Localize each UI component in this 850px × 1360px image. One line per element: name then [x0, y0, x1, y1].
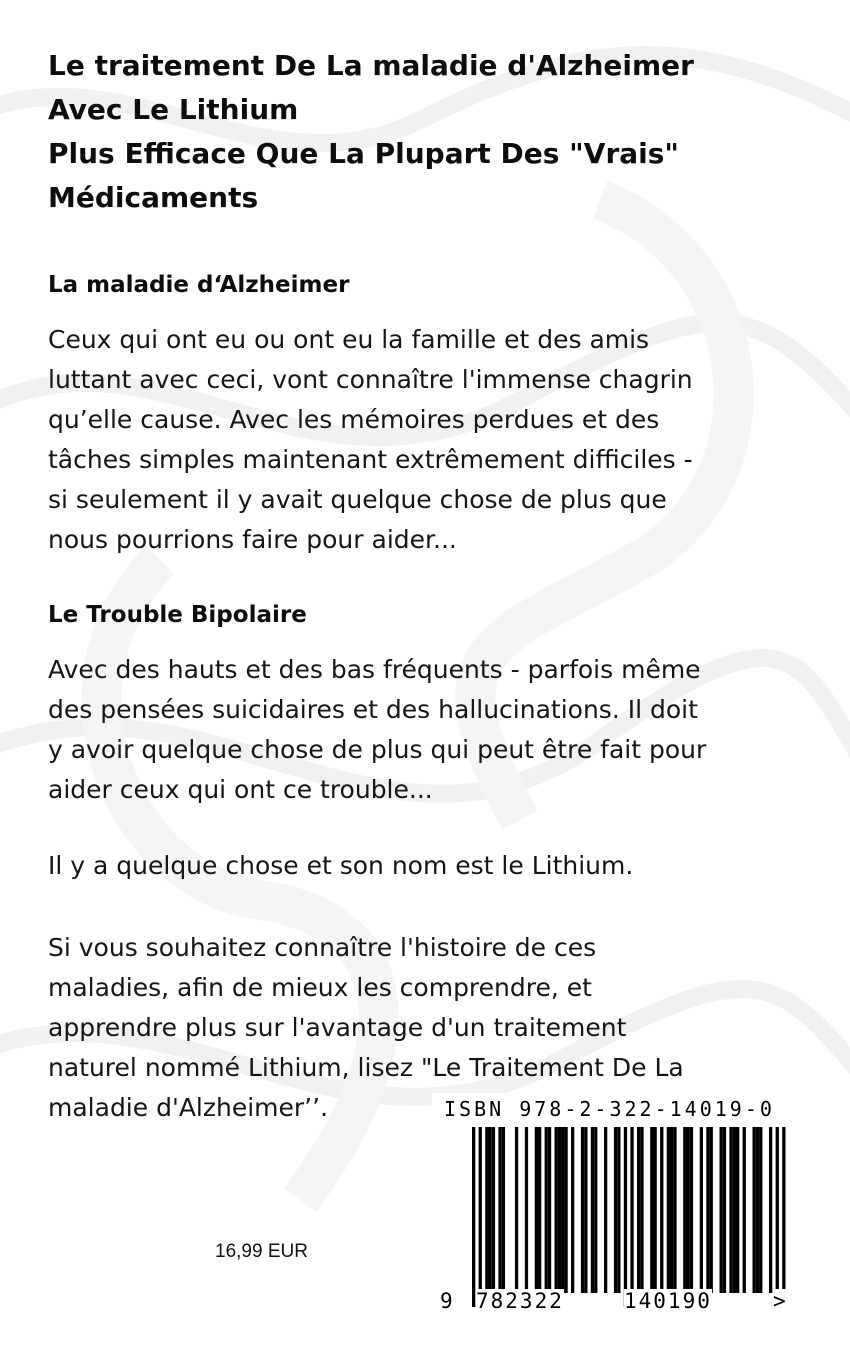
barcode-bar	[564, 1127, 567, 1293]
back-cover-text	[48, 44, 808, 1128]
barcode-bar	[614, 1127, 617, 1293]
barcode-bar	[710, 1127, 713, 1293]
barcode-bar	[769, 1127, 772, 1293]
text-line: maladies, afin de mieux les comprendre, et	[48, 973, 592, 1002]
barcode-bar	[687, 1127, 690, 1293]
barcode-first-digit: 9	[440, 1289, 455, 1313]
barcode-bar	[515, 1127, 518, 1293]
barcode-guard-bar	[782, 1127, 785, 1307]
barcode-bar	[617, 1127, 620, 1293]
barcode-bar	[548, 1127, 551, 1293]
barcode-bar	[756, 1127, 759, 1293]
barcode-bar	[743, 1127, 746, 1293]
barcode-bar	[654, 1127, 657, 1293]
barcode-bar	[637, 1127, 640, 1293]
section-heading-bipolar: Le Trouble Bipolaire	[48, 602, 307, 628]
barcode-bar	[535, 1127, 538, 1293]
barcode-bar	[729, 1127, 732, 1293]
barcode-bar	[571, 1127, 574, 1293]
barcode-bar	[489, 1127, 492, 1293]
text-line: tâches simples maintenant extrêmement difficiles -	[48, 445, 693, 474]
section-heading-alzheimer: La maladie d‘Alzheimer	[48, 272, 350, 298]
barcode-bar	[594, 1127, 597, 1293]
barcode-guard-bar	[479, 1127, 482, 1307]
isbn-barcode	[432, 1093, 802, 1330]
barcode-bar	[538, 1127, 541, 1293]
barcode-bar	[502, 1127, 505, 1293]
barcode-bar	[485, 1127, 488, 1293]
barcode-bar	[492, 1127, 495, 1293]
barcode-guard-bar	[472, 1127, 475, 1307]
barcode-left-digits: 782322	[476, 1289, 564, 1313]
barcode-guard-bar	[776, 1127, 779, 1307]
barcode-bar	[545, 1127, 548, 1293]
text-line: naturel nommé Lithium, lisez "Le Traitement De La	[48, 1053, 684, 1082]
text-line: Il y a quelque chose et son nom est le Lithium.	[48, 851, 634, 880]
barcode-bar	[667, 1127, 670, 1293]
title-line: Avec Le Lithium	[48, 93, 299, 126]
text-line: aider ceux qui ont ce trouble...	[48, 775, 433, 804]
text-line: Avec des hauts et des bas fréquents - parfois même	[48, 655, 701, 684]
barcode-bar	[604, 1127, 607, 1293]
text-line: si seulement il y avait quelque chose de plus que	[48, 485, 667, 514]
lithium-statement	[48, 846, 808, 886]
text-line: luttant avec ceci, vont connaître l'immense chagrin	[48, 365, 693, 394]
barcode-guard-bar	[630, 1127, 633, 1307]
paragraph-alzheimer	[48, 320, 808, 560]
barcode-end-mark: >	[773, 1289, 788, 1313]
barcode-guard-bar	[624, 1127, 627, 1307]
barcode-bar	[673, 1127, 676, 1293]
title-line: Plus Efficace Que La Plupart Des "Vrais"	[48, 137, 679, 170]
barcode-bar	[690, 1127, 693, 1293]
book-title	[48, 44, 808, 220]
title-line: Médicaments	[48, 181, 259, 214]
barcode-bar	[753, 1127, 756, 1293]
barcode-bar	[700, 1127, 703, 1293]
barcode-right-digits: 140190	[624, 1289, 712, 1313]
text-line: y avoir quelque chose de plus qui peut être fait pour	[48, 735, 707, 764]
barcode-bar	[561, 1127, 564, 1293]
barcode-bar	[759, 1127, 762, 1293]
barcode-bar	[591, 1127, 594, 1293]
barcode-bar	[720, 1127, 723, 1293]
barcode-bar	[670, 1127, 673, 1293]
barcode-bar	[660, 1127, 663, 1293]
barcode-bar	[723, 1127, 726, 1293]
barcode-bar	[640, 1127, 643, 1293]
text-line: des pensées suicidaires et des hallucinations. Il doit	[48, 695, 698, 724]
title-line: Le traitement De La maladie d'Alzheimer	[48, 49, 694, 82]
barcode-bar	[736, 1127, 739, 1293]
text-line: qu’elle cause. Avec les mémoires perdues et des	[48, 405, 660, 434]
isbn-label: ISBN 978-2-322-14019-0	[444, 1097, 775, 1121]
barcode-bar	[525, 1127, 528, 1293]
barcode-bar	[581, 1127, 584, 1293]
barcode-bar	[683, 1127, 686, 1293]
text-line: apprendre plus sur l'avantage d'un traitement	[48, 1013, 627, 1042]
text-line: nous pourrions faire pour aider...	[48, 525, 457, 554]
paragraph-bipolar	[48, 650, 808, 810]
barcode-bar	[555, 1127, 558, 1293]
text-line: Si vous souhaitez connaître l'histoire de ces	[48, 933, 597, 962]
barcode-bar	[558, 1127, 561, 1293]
barcode-bar	[498, 1127, 501, 1293]
price-label: 16,99 EUR	[215, 1241, 308, 1262]
text-line: maladie d'Alzheimer’’.	[48, 1093, 329, 1122]
text-line: Ceux qui ont eu ou ont eu la famille et des amis	[48, 325, 650, 354]
barcode-bar	[733, 1127, 736, 1293]
barcode-bar	[650, 1127, 653, 1293]
barcode-bar	[584, 1127, 587, 1293]
barcode-bar	[706, 1127, 709, 1293]
